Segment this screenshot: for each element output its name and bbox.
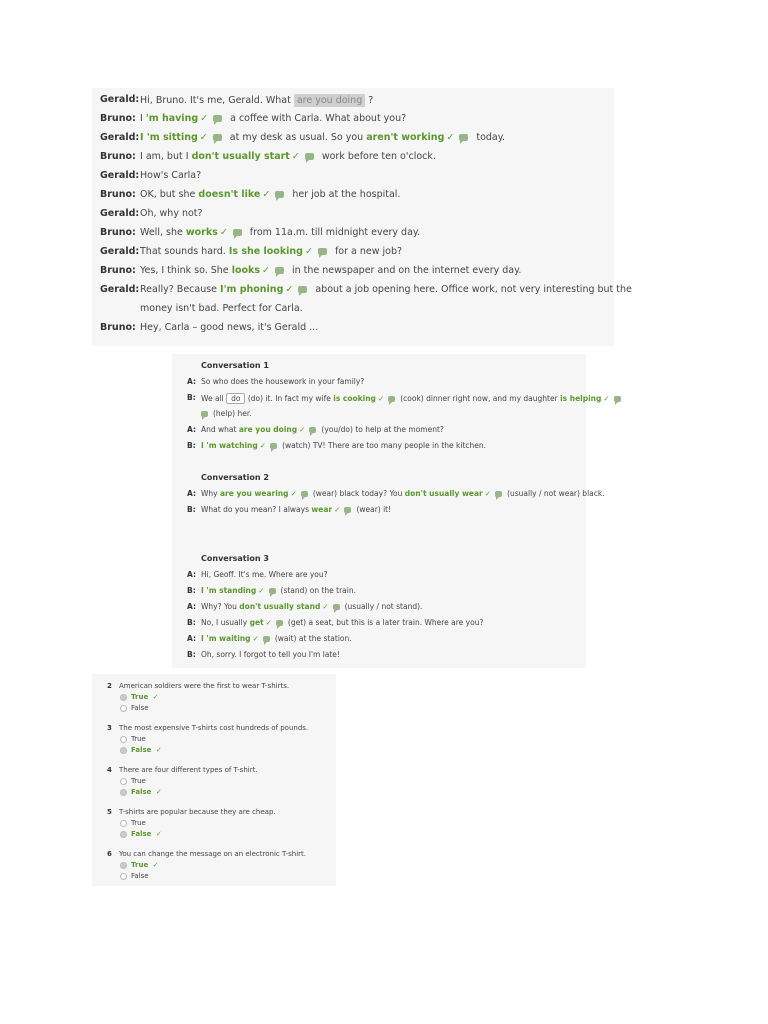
radio-button[interactable] — [120, 736, 127, 743]
feedback-icon[interactable] — [301, 491, 308, 497]
text-segment: And what — [201, 425, 239, 434]
check-icon: ✓ — [299, 425, 306, 434]
speaker-label: A: — [187, 602, 196, 611]
check-icon: ✓ — [200, 113, 209, 124]
speaker-label: Bruno: — [100, 322, 136, 333]
feedback-icon[interactable] — [318, 248, 327, 255]
answer-option[interactable] — [120, 704, 149, 712]
answer-text: works — [185, 227, 218, 238]
check-icon: ✓ — [150, 693, 159, 701]
feedback-icon[interactable] — [309, 427, 316, 433]
answer-text: is helping — [560, 394, 602, 403]
check-icon: ✓ — [252, 634, 259, 643]
answer-option[interactable] — [120, 819, 146, 827]
answer-text: are you wearing — [220, 489, 289, 498]
answer-option[interactable] — [120, 861, 159, 869]
conversation-line — [201, 634, 352, 643]
feedback-icon[interactable] — [263, 636, 270, 642]
question-number: 5 — [107, 808, 112, 816]
answer-text: looks — [231, 265, 260, 276]
text-segment: So who does the housework in your family? — [201, 377, 365, 386]
text-segment: her job at the hospital. — [292, 189, 401, 200]
option-label: False — [131, 704, 149, 712]
speaker-label: Gerald: — [100, 284, 140, 295]
conversation-line — [201, 602, 422, 611]
check-icon: ✓ — [322, 602, 329, 611]
option-label: False — [131, 788, 152, 796]
answer-text: don't usually wear — [404, 489, 483, 498]
option-label: True — [131, 861, 149, 869]
dialogue-line — [140, 132, 505, 143]
text-segment: Oh, why not? — [140, 208, 203, 219]
text-segment: about a job opening here. Office work, not very interesting but the — [315, 284, 632, 295]
question-number: 3 — [107, 724, 112, 732]
check-icon: ✓ — [603, 394, 610, 403]
dialogue-line — [140, 94, 373, 107]
speaker-label: Gerald: — [100, 132, 140, 143]
check-icon: ✓ — [261, 265, 270, 276]
text-segment: (wear) black today? You — [312, 489, 405, 498]
text-segment: (stand) on the train. — [280, 586, 356, 595]
check-icon: ✓ — [153, 830, 162, 838]
answer-input[interactable]: are you doing — [294, 94, 365, 107]
feedback-icon[interactable] — [298, 286, 307, 293]
text-segment: today. — [476, 132, 506, 143]
dialogue-line — [140, 322, 318, 333]
answer-text: I 'm waiting — [201, 634, 251, 643]
answer-option[interactable] — [120, 735, 146, 743]
text-segment: (cook) dinner right now, and my daughter — [400, 394, 561, 403]
answer-text: is cooking — [333, 394, 376, 403]
dialogue-line — [140, 303, 303, 314]
speaker-label: Gerald: — [100, 208, 140, 219]
dialogue-line — [140, 265, 521, 276]
check-icon: ✓ — [304, 246, 313, 257]
feedback-icon[interactable] — [459, 134, 468, 141]
answer-option[interactable] — [120, 746, 162, 754]
text-segment: a coffee with Carla. What about you? — [230, 113, 407, 124]
feedback-icon[interactable] — [388, 396, 395, 402]
feedback-icon[interactable] — [269, 588, 276, 594]
speaker-label: B: — [187, 650, 196, 659]
check-icon: ✓ — [290, 489, 297, 498]
answer-text: don't usually start — [191, 151, 290, 162]
conversation-line — [201, 570, 328, 579]
text-segment: (do) it. In fact my wife — [245, 394, 334, 403]
text-segment: in the newspaper and on the internet every day. — [291, 265, 522, 276]
speaker-label: B: — [187, 505, 196, 514]
text-segment: Why? You — [201, 602, 240, 611]
text-segment: (watch) TV! There are too many people in the kitchen. — [282, 441, 487, 450]
check-icon: ✓ — [446, 132, 455, 143]
option-label: True — [131, 819, 146, 827]
question-text: The most expensive T-shirts cost hundreds of pounds. — [119, 724, 309, 732]
radio-button[interactable] — [120, 705, 127, 712]
conversation-line — [201, 650, 340, 659]
text-segment: at my desk as usual. So you — [229, 132, 367, 143]
conversation-line — [201, 377, 364, 386]
answer-text: get — [249, 618, 264, 627]
speaker-label: Bruno: — [100, 189, 136, 200]
speaker-label: A: — [187, 425, 196, 434]
feedback-icon[interactable] — [276, 620, 283, 626]
feedback-icon[interactable] — [213, 115, 222, 122]
radio-button[interactable] — [120, 747, 127, 754]
question-text: T-shirts are popular because they are cheap. — [119, 808, 276, 816]
speaker-label: Gerald: — [100, 94, 140, 105]
feedback-icon[interactable] — [344, 507, 351, 513]
speaker-label: A: — [187, 377, 196, 386]
text-segment: work before ten o'clock. — [321, 151, 436, 162]
check-icon: ✓ — [265, 618, 272, 627]
speaker-label: Bruno: — [100, 265, 136, 276]
speaker-label: B: — [187, 393, 196, 402]
dialogue-line — [140, 170, 201, 181]
answer-option[interactable] — [120, 693, 159, 701]
feedback-icon[interactable] — [270, 443, 277, 449]
radio-button[interactable] — [120, 862, 127, 869]
check-icon: ✓ — [262, 189, 271, 200]
feedback-icon[interactable] — [213, 134, 222, 141]
text-segment: Hi, Bruno. It's me, Gerald. What — [140, 95, 294, 106]
text-segment: I am, but I — [140, 151, 192, 162]
radio-button[interactable] — [120, 873, 127, 880]
dialogue-line — [140, 246, 402, 257]
check-icon: ✓ — [377, 394, 385, 403]
text-segment: Oh, sorry. I forgot to tell you I'm late! — [201, 650, 340, 659]
text-segment: Hey, Carla – good news, it's Gerald ... — [140, 322, 319, 333]
dialogue-panel — [92, 88, 632, 346]
answer-text: wear — [311, 505, 333, 514]
radio-button[interactable] — [120, 831, 127, 838]
check-icon: ✓ — [153, 746, 162, 754]
text-segment: (usually / not stand). — [344, 602, 423, 611]
answer-text: aren't working — [366, 132, 445, 143]
radio-button[interactable] — [120, 820, 127, 827]
speaker-label: Bruno: — [100, 227, 136, 238]
check-icon: ✓ — [291, 151, 300, 162]
radio-button[interactable] — [120, 778, 127, 785]
answer-text: 'm having — [145, 113, 199, 124]
check-icon: ✓ — [484, 489, 492, 498]
option-label: True — [131, 693, 149, 701]
speaker-label: Gerald: — [100, 170, 140, 181]
speaker-label: B: — [187, 441, 196, 450]
feedback-icon[interactable] — [333, 604, 340, 610]
answer-option[interactable] — [120, 830, 162, 838]
answer-text: are you doing — [238, 425, 298, 434]
answer-option[interactable] — [120, 872, 149, 880]
check-icon: ✓ — [150, 861, 159, 869]
conversation-line — [201, 425, 444, 434]
speaker-label: Bruno: — [100, 151, 136, 162]
dialogue-line — [140, 227, 420, 238]
radio-button[interactable] — [120, 789, 127, 796]
text-segment: money isn't bad. Perfect for Carla. — [140, 303, 303, 314]
text-segment: Why — [201, 489, 220, 498]
feedback-icon[interactable] — [305, 153, 314, 160]
option-label: False — [131, 746, 152, 754]
answer-option[interactable] — [120, 788, 162, 796]
text-segment: I — [140, 113, 146, 124]
conversations-panel — [172, 354, 610, 668]
text-segment: That sounds hard. — [140, 246, 229, 257]
answer-option[interactable] — [120, 777, 146, 785]
text-segment: Hi, Geoff. It's me. Where are you? — [201, 570, 328, 579]
question-number: 4 — [107, 766, 112, 774]
speaker-label: B: — [187, 618, 196, 627]
option-label: True — [131, 735, 146, 743]
option-label: False — [131, 830, 152, 838]
answer-text: I 'm standing — [201, 586, 257, 595]
conversation-title: Conversation 2 — [201, 473, 269, 482]
question-number: 2 — [107, 682, 112, 690]
speaker-label: B: — [187, 586, 196, 595]
conversation-line — [201, 441, 486, 450]
conversation-line — [201, 409, 252, 418]
dialogue-line — [140, 151, 436, 162]
text-segment: (you/do) to help at the moment? — [321, 425, 444, 434]
text-segment: (get) a seat, but this is a later train. Where are you? — [287, 618, 484, 627]
dialogue-line — [140, 113, 406, 124]
speaker-label: Bruno: — [100, 113, 136, 124]
feedback-icon[interactable] — [275, 267, 284, 274]
answer-text: I 'm watching — [201, 441, 258, 450]
question-number: 6 — [107, 850, 112, 858]
text-segment: Well, she — [140, 227, 186, 238]
conversation-title: Conversation 3 — [201, 554, 269, 563]
option-label: True — [131, 777, 146, 785]
question-text: There are four different types of T-shirt. — [119, 766, 258, 774]
quiz-panel — [92, 674, 336, 886]
question-text: You can change the message on an electronic T-shirt. — [119, 850, 307, 858]
text-segment: How's Carla? — [140, 170, 202, 181]
text-segment: Really? Because — [140, 284, 221, 295]
conversation-line — [201, 393, 626, 404]
conversation-line — [201, 586, 356, 595]
speaker-label: A: — [187, 570, 196, 579]
dialogue-line — [140, 208, 203, 219]
text-segment: (usually / not wear) black. — [507, 489, 605, 498]
text-segment: ? — [365, 95, 374, 106]
check-icon: ✓ — [219, 227, 228, 238]
conversation-line — [201, 489, 605, 498]
conversation-line — [201, 618, 483, 627]
text-segment: What do you mean? I always — [201, 505, 312, 514]
text-segment: from 11a.m. till midnight every day. — [249, 227, 421, 238]
speaker-label: A: — [187, 634, 196, 643]
feedback-icon[interactable] — [201, 411, 208, 417]
text-segment: OK, but she — [140, 189, 199, 200]
text-segment: for a new job? — [334, 246, 403, 257]
speaker-label: A: — [187, 489, 196, 498]
check-icon: ✓ — [259, 441, 267, 450]
option-label: False — [131, 872, 149, 880]
text-segment: (wait) at the station. — [274, 634, 352, 643]
dialogue-line — [140, 284, 632, 295]
answer-text: I 'm sitting — [140, 132, 198, 143]
text-segment: We all — [201, 394, 227, 403]
feedback-icon[interactable] — [233, 229, 242, 236]
check-icon: ✓ — [258, 586, 265, 595]
answer-input[interactable]: do — [226, 393, 245, 404]
text-segment: (wear) it! — [356, 505, 392, 514]
question-text: American soldiers were the first to wear T-shirts. — [119, 682, 290, 690]
check-icon: ✓ — [334, 505, 341, 514]
check-icon: ✓ — [153, 788, 162, 796]
text-segment: No, I usually — [201, 618, 250, 627]
check-icon: ✓ — [199, 132, 208, 143]
dialogue-line — [140, 189, 400, 200]
text-segment: Yes, I think so. She — [140, 265, 232, 276]
feedback-icon[interactable] — [275, 191, 284, 198]
conversation-title: Conversation 1 — [201, 361, 269, 370]
feedback-icon[interactable] — [614, 396, 621, 402]
speaker-label: Gerald: — [100, 246, 140, 257]
radio-button[interactable] — [120, 694, 127, 701]
answer-text: doesn't like — [198, 189, 261, 200]
text-segment: (help) her. — [213, 409, 252, 418]
feedback-icon[interactable] — [495, 491, 502, 497]
answer-text: I'm phoning — [220, 284, 284, 295]
conversation-line — [201, 505, 391, 514]
answer-text: don't usually stand — [239, 602, 321, 611]
answer-text: Is she looking — [228, 246, 303, 257]
check-icon: ✓ — [285, 284, 294, 295]
